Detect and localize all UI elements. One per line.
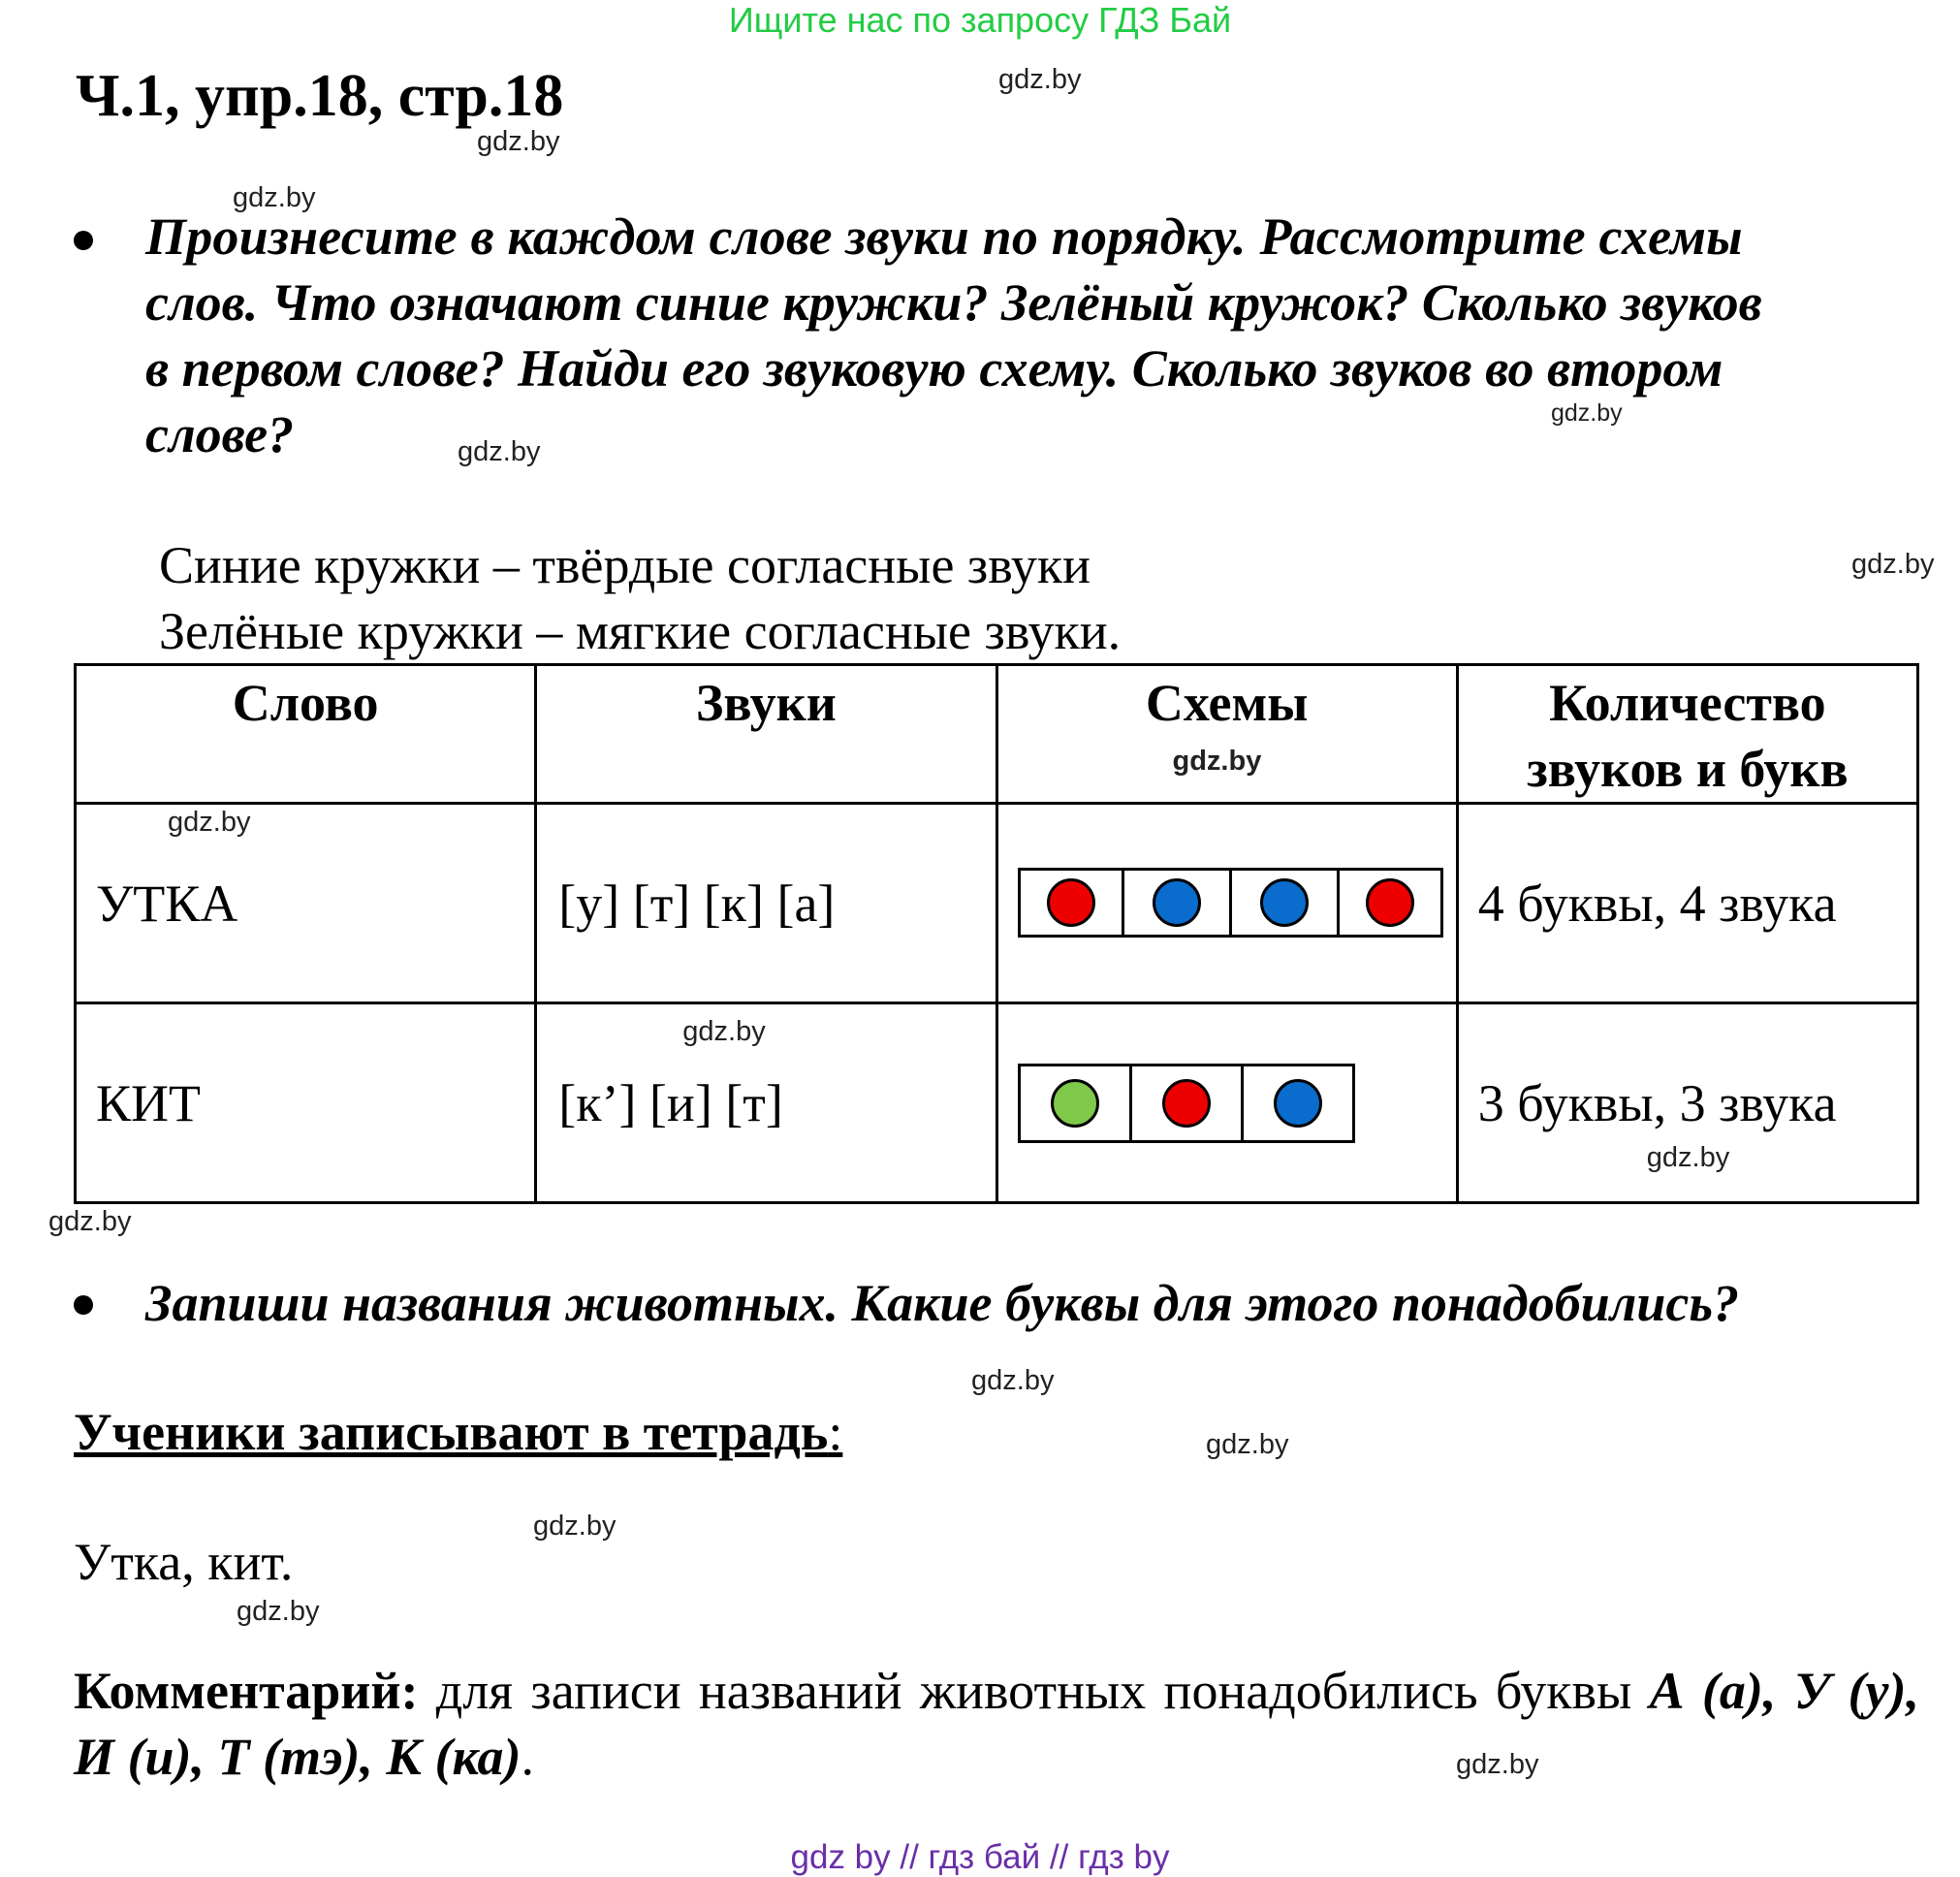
scheme-box <box>1124 871 1232 935</box>
watermark: gdz.by <box>48 1206 132 1237</box>
comment-label: Комментарий: <box>74 1662 419 1720</box>
scheme-box <box>1232 871 1340 935</box>
scheme-box <box>1340 871 1440 935</box>
watermark: gdz.by <box>477 126 560 157</box>
schemes-cell <box>996 804 1457 1003</box>
blue-circle-icon <box>1260 878 1309 927</box>
footer-links[interactable]: gdz by // гдз бай // гдз by <box>790 1838 1170 1876</box>
red-circle-icon <box>1366 878 1414 927</box>
scheme-box <box>1021 871 1124 935</box>
header-sounds: Звуки <box>536 665 996 804</box>
blue-circle-icon <box>1153 878 1201 927</box>
task-1-line: слове? <box>145 405 295 463</box>
task-1-line: Произнесите в каждом слове звуки по порядку. Рассмотрите схемы <box>145 207 1743 266</box>
watermark: gdz.by <box>233 182 316 213</box>
red-circle-icon <box>1162 1079 1211 1128</box>
students-heading-colon: : <box>828 1403 843 1461</box>
watermark: gdz.by <box>1851 549 1935 580</box>
task-1-line: в первом слове? Найди его звуковую схему. Сколько звуков во втором <box>145 339 1723 398</box>
header-schemes-label: Схемы <box>1145 674 1309 732</box>
header-schemes <box>996 665 1457 804</box>
watermark: gdz.by <box>1206 1429 1289 1460</box>
bullet-icon <box>74 231 93 250</box>
watermark: gdz.by <box>237 1596 320 1627</box>
count-cell <box>1457 1003 1917 1203</box>
students-answer: Утка, кит. <box>74 1533 294 1591</box>
scheme-box <box>1132 1066 1244 1140</box>
word-cell: КИТ <box>76 1003 536 1203</box>
search-banner[interactable]: Ищите нас по запросу ГДЗ Бай <box>728 0 1232 40</box>
comment-paragraph <box>74 1658 1919 1790</box>
sounds-cell <box>536 1003 996 1203</box>
task-1-text <box>145 204 1919 467</box>
watermark: gdz.by <box>1456 1749 1539 1780</box>
count-cell: 4 буквы, 4 звука <box>1457 804 1917 1003</box>
students-heading-text: Ученики записывают в тетрадь <box>74 1403 829 1461</box>
comment-text: для записи названий животных понадобились буквы <box>418 1662 1650 1720</box>
header-count <box>1457 665 1917 804</box>
task-2-text: Запиши названия животных. Какие буквы для этого понадобились? <box>145 1274 1740 1332</box>
word-cell <box>76 804 536 1003</box>
header-count-line-2: звуков и букв <box>1527 740 1849 798</box>
table-row <box>76 804 1918 1003</box>
comment-letters: А (а), У (у), И (и), Т (тэ), К (ка) <box>74 1662 1919 1786</box>
scheme-box <box>1021 1066 1132 1140</box>
answer-line-1: Синие кружки – твёрдые согласные звуки <box>159 536 1091 594</box>
bullet-icon <box>74 1295 93 1315</box>
watermark: gdz.by <box>533 1511 616 1542</box>
scheme-box <box>1244 1066 1352 1140</box>
count-text: 3 буквы, 3 звука <box>1477 1073 1837 1132</box>
watermark: gdz.by <box>1551 399 1623 427</box>
table-header-row <box>76 665 1918 804</box>
answer-line-2: Зелёные кружки – мягкие согласные звуки. <box>159 602 1122 660</box>
sound-scheme-table <box>74 663 1919 1204</box>
sound-scheme-kit <box>1018 1064 1355 1143</box>
watermark: gdz.by <box>971 1365 1055 1396</box>
red-circle-icon <box>1047 878 1095 927</box>
green-circle-icon <box>1051 1079 1099 1128</box>
word-text: УТКА <box>96 874 238 933</box>
sounds-cell: [у] [т] [к] [а] <box>536 804 996 1003</box>
task-1-line: слов. Что означают синие кружки? Зелёный кружок? Сколько звуков <box>145 273 1762 332</box>
watermark: gdz.by <box>682 1016 766 1047</box>
watermark: gdz.by <box>458 436 541 467</box>
watermark: gdz.by <box>1172 746 1262 777</box>
header-count-line-1: Количество <box>1549 674 1826 732</box>
table-row <box>76 1003 1918 1203</box>
watermark: gdz.by <box>998 64 1082 95</box>
schemes-cell <box>996 1003 1457 1203</box>
sound-scheme-utka <box>1018 868 1443 938</box>
header-word: Слово <box>76 665 536 804</box>
page-title: Ч.1, упр.18, стр.18 <box>76 63 564 129</box>
watermark: gdz.by <box>168 807 251 838</box>
comment-end: . <box>521 1728 534 1786</box>
sounds-text: [к’] [и] [т] <box>558 1073 783 1132</box>
blue-circle-icon <box>1274 1079 1322 1128</box>
watermark: gdz.by <box>1646 1142 1730 1173</box>
students-heading <box>74 1402 842 1462</box>
